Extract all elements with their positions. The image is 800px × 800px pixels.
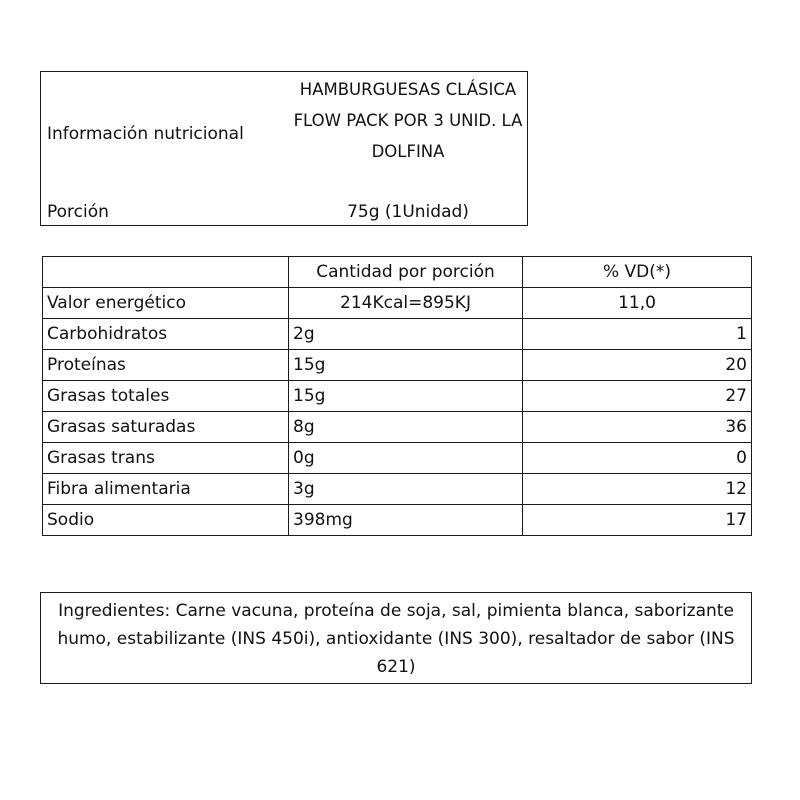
nutrient-name: Sodio [43,505,289,536]
product-name: HAMBURGUESAS CLÁSICA FLOW PACK POR 3 UNID. LA DOLFINA [293,80,523,161]
nutrient-vd: 36 [523,412,752,443]
table-row [43,350,752,381]
ingredients-box [40,592,752,684]
nutrient-amount: 214Kcal=895KJ [289,288,523,319]
nutrient-vd: 0 [523,443,752,474]
nutrient-name: Valor energético [43,288,289,319]
nutrient-amount: 0g [289,443,523,474]
nutrient-vd: 11,0 [523,288,752,319]
column-header-nutrient [43,257,289,288]
column-header-amount: Cantidad por porción [289,257,523,288]
nutrient-name: Proteínas [43,350,289,381]
nutrition-info-label: Información nutricional [47,124,244,144]
table-row [43,288,752,319]
nutrient-amount: 15g [289,350,523,381]
nutrient-vd: 12 [523,474,752,505]
nutrient-vd: 27 [523,381,752,412]
table-row [43,412,752,443]
nutrient-amount: 15g [289,381,523,412]
nutrient-vd: 17 [523,505,752,536]
nutrition-table [42,256,752,536]
nutrition-header-box [40,71,528,226]
nutrient-amount: 398mg [289,505,523,536]
column-header-vd: % VD(*) [523,257,752,288]
nutrient-amount: 2g [289,319,523,350]
table-row [43,474,752,505]
nutrient-vd: 20 [523,350,752,381]
portion-label: Porción [47,202,109,222]
nutrient-vd: 1 [523,319,752,350]
table-header-row [43,257,752,288]
table-row [43,443,752,474]
ingredients-text: Ingredientes: Carne vacuna, proteína de soja, sal, pimienta blanca, saborizante humo, estabilizante (INS 450i), antioxidante (INS 300), resaltador de sabor (INS 621) [57,601,735,677]
portion-value: 75g (1Unidad) [347,202,469,222]
nutrient-amount: 8g [289,412,523,443]
nutrient-amount: 3g [289,474,523,505]
nutrient-name: Fibra alimentaria [43,474,289,505]
nutrient-name: Grasas totales [43,381,289,412]
table-row [43,319,752,350]
nutrient-name: Carbohidratos [43,319,289,350]
nutrient-name: Grasas saturadas [43,412,289,443]
table-row [43,505,752,536]
table-row [43,381,752,412]
nutrient-name: Grasas trans [43,443,289,474]
